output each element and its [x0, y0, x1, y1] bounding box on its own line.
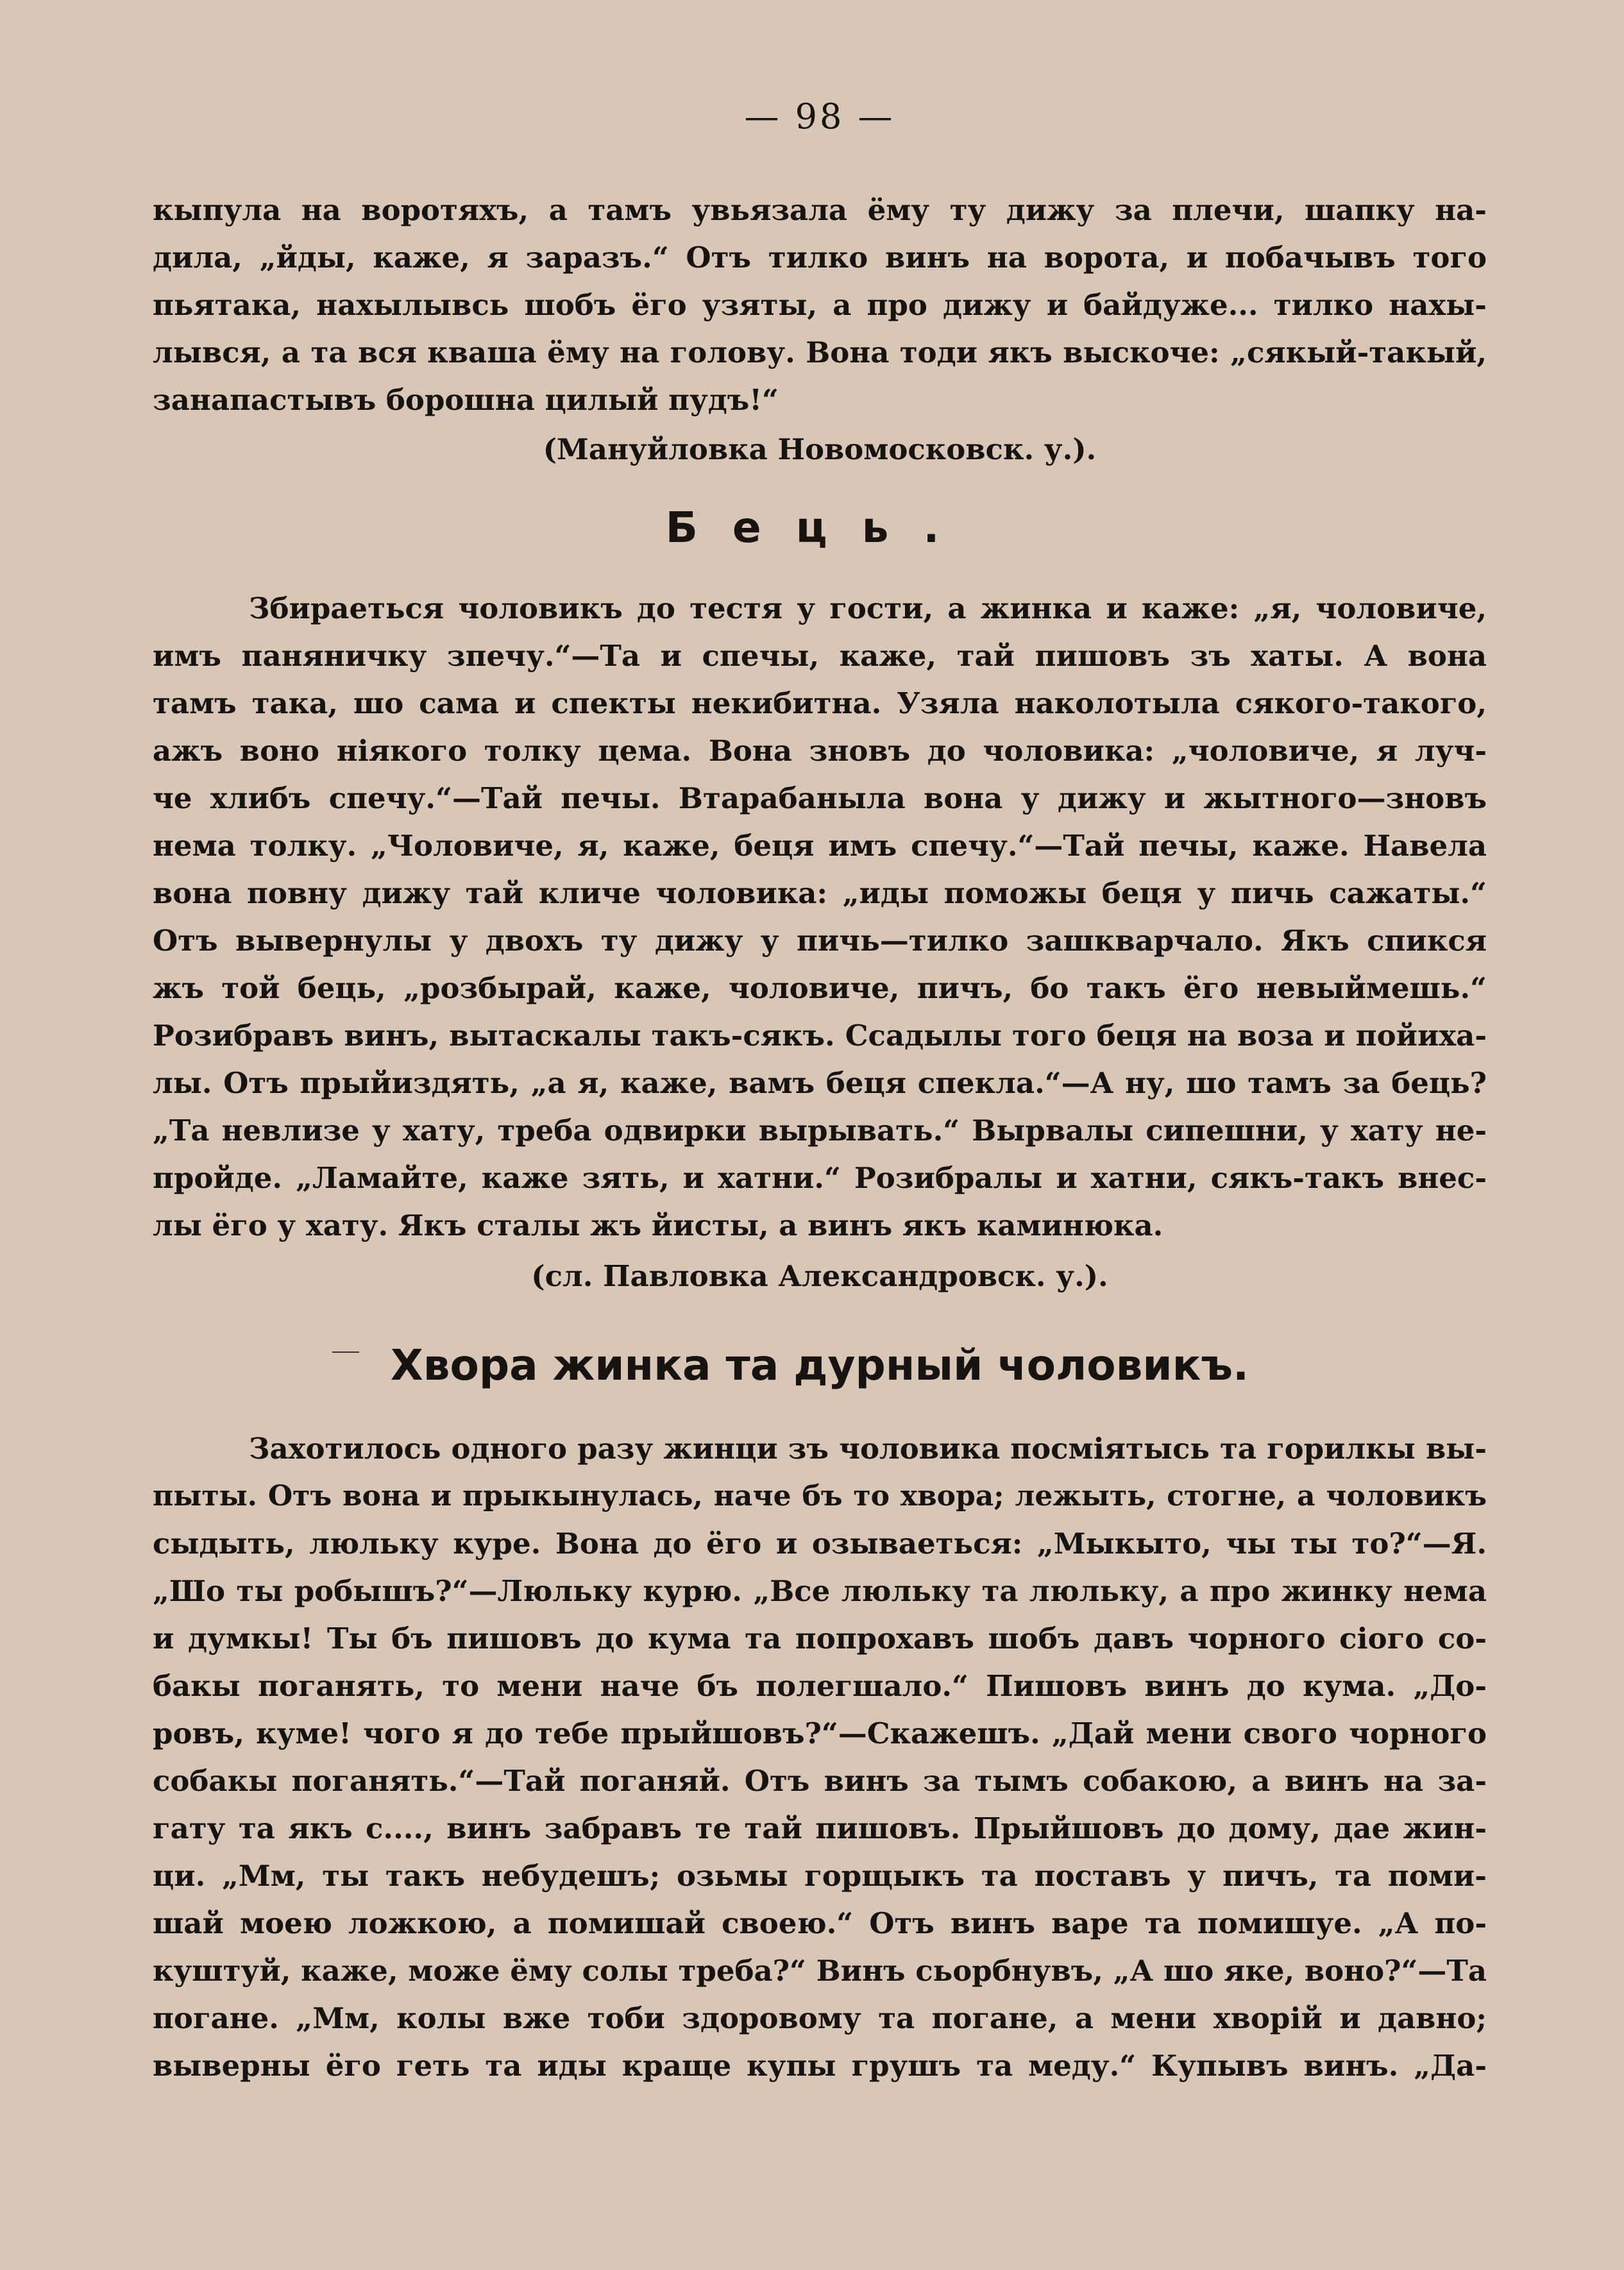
text-line: лы ёго у хату. Якъ сталы жъ йисты, а винъ якъ каминюка.	[153, 1208, 1163, 1242]
text-line: че хлибъ спечу.“—Тай печы. Втарабаныла вона у дижу и жытного—зновъ	[153, 781, 1487, 815]
text-line: пыты. Отъ вона и прыкынулась, наче бъ то хвора; лежыть, стогне, а чоловикъ	[153, 1480, 1487, 1512]
text-line: Захотилось одного разу жинци зъ чоловика посмiятысь та горилкы вы-	[249, 1432, 1487, 1466]
text-line: лы. Отъ прыйиздять, „а я, каже, вамъ беця спекла.“—А ну, шо тамъ за бець?	[153, 1066, 1487, 1100]
text-line: сыдыть, люльку куре. Вона до ёго и озываеться: „Мыкыто, чы ты то?“—Я.	[153, 1527, 1487, 1561]
text-line: ци. „Мм, ты такъ небудешъ; озьмы горщыкъ та поставъ у пичъ, та поми-	[153, 1859, 1487, 1893]
text-line: нема толку. „Чоловиче, я, каже, беця имъ спечу.“—Тай печы, каже. Навела	[153, 829, 1487, 863]
text-line: собакы поганять.“—Тай поганяй. Отъ винъ за тымъ собакою, а винъ на за-	[153, 1764, 1487, 1798]
text-line: жъ той бець, „розбырай, каже, чоловиче, пичъ, бо такъ ёго невыймешь.“	[153, 971, 1487, 1005]
text-line: пройде. „Ламайте, каже зять, и хатни.“ Розибралы и хатни, сякъ-такъ внес-	[153, 1161, 1487, 1195]
text-line: шай моею ложкою, а помишай своею.“ Отъ винъ варе та помишуе. „А по-	[153, 1906, 1487, 1940]
page-number: — 98 —	[744, 96, 895, 137]
text-line: кыпула на воротяхъ, а тамъ увьязала ёму ту дижу за плечи, шапку на-	[153, 193, 1487, 227]
text-line: погане. „Мм, колы вже тоби здоровому та погане, а мени хворiй и давно;	[153, 2001, 1487, 2035]
section1-source: (Мануйловка Новомосковск. у.).	[543, 432, 1097, 466]
section3-title: Хвора жинка та дурный чоловикъ.	[390, 1341, 1249, 1390]
text-line: имъ паняничку зпечу.“—Та и спечы, каже, тай пишовъ зъ хаты. А вона	[153, 639, 1487, 673]
text-line: Збираеться чоловикъ до тестя у гости, а жинка и каже: „я, чоловиче,	[249, 591, 1487, 625]
text-line: ровъ, куме! чого я до тебе прыйшовъ?“—Скажешъ. „Дай мени свого чорного	[153, 1716, 1487, 1750]
text-line: „Шо ты робышъ?“—Люльку курю. „Все люльку та люльку, а про жинку нема	[153, 1574, 1487, 1608]
section1-text	[153, 187, 1487, 424]
text-line: выверны ёго геть та иды краще купы грушъ та меду.“ Купывъ винъ. „Да-	[153, 2049, 1487, 2083]
text-line: бакы поганять, то мени наче бъ полегшало.“ Пишовъ винъ до кума. „До-	[153, 1669, 1487, 1703]
text-line: Розибравъ винъ, вытаскалы такъ-сякъ. Ссадылы того беця на воза и пойиха-	[153, 1019, 1487, 1053]
text-line: ажъ воно нiякого толку цема. Вона зновъ до чоловика: „чоловиче, я луч-	[153, 734, 1487, 768]
text-line: занапастывъ борошна цилый пудъ!“	[153, 383, 779, 417]
text-line: дила, „йды, каже, я заразъ.“ Отъ тилко винъ на ворота, и побачывъ того	[153, 241, 1487, 275]
section2-source: (сл. Павловка Александровск. у.).	[531, 1259, 1108, 1293]
text-line: и думкы! Ты бъ пишовъ до кума та попрохавъ шобъ давъ чорного сiого со-	[153, 1622, 1487, 1656]
section2-title: Бець.	[665, 503, 974, 552]
text-line: „Та невлизе у хату, треба одвирки вырывать.“ Вырвалы сипешни, у хату не-	[153, 1114, 1487, 1148]
text-line: Отъ вывернулы у двохъ ту дижу у пичь—тилко зашкварчало. Якъ спикся	[153, 924, 1487, 958]
text-line: гату та якъ с...., винъ забравъ те тай пишовъ. Прыйшовъ до дому, дае жин-	[153, 1811, 1487, 1845]
text-line: куштуй, каже, може ёму солы треба?“ Винъ сьорбнувъ, „А шо яке, воно?“—Та	[153, 1954, 1487, 1988]
section3-text	[153, 1425, 1487, 2090]
text-line: лывся, а та вся кваша ёму на голову. Вона тоди якъ выскоче: „сякый-такый,	[153, 335, 1487, 369]
text-line: пьятака, нахылывсь шобъ ёго узяты, а про дижу и байдуже... тилко нахы-	[153, 288, 1487, 322]
section2-text	[153, 585, 1487, 1249]
text-line: тамъ така, шо сама и спекты некибитна. Узяла наколотыла сякого-такого,	[153, 686, 1487, 720]
text-line: вона повну дижу тай кличе чоловика: „иды поможы беця у пичь сажаты.“	[153, 876, 1487, 910]
